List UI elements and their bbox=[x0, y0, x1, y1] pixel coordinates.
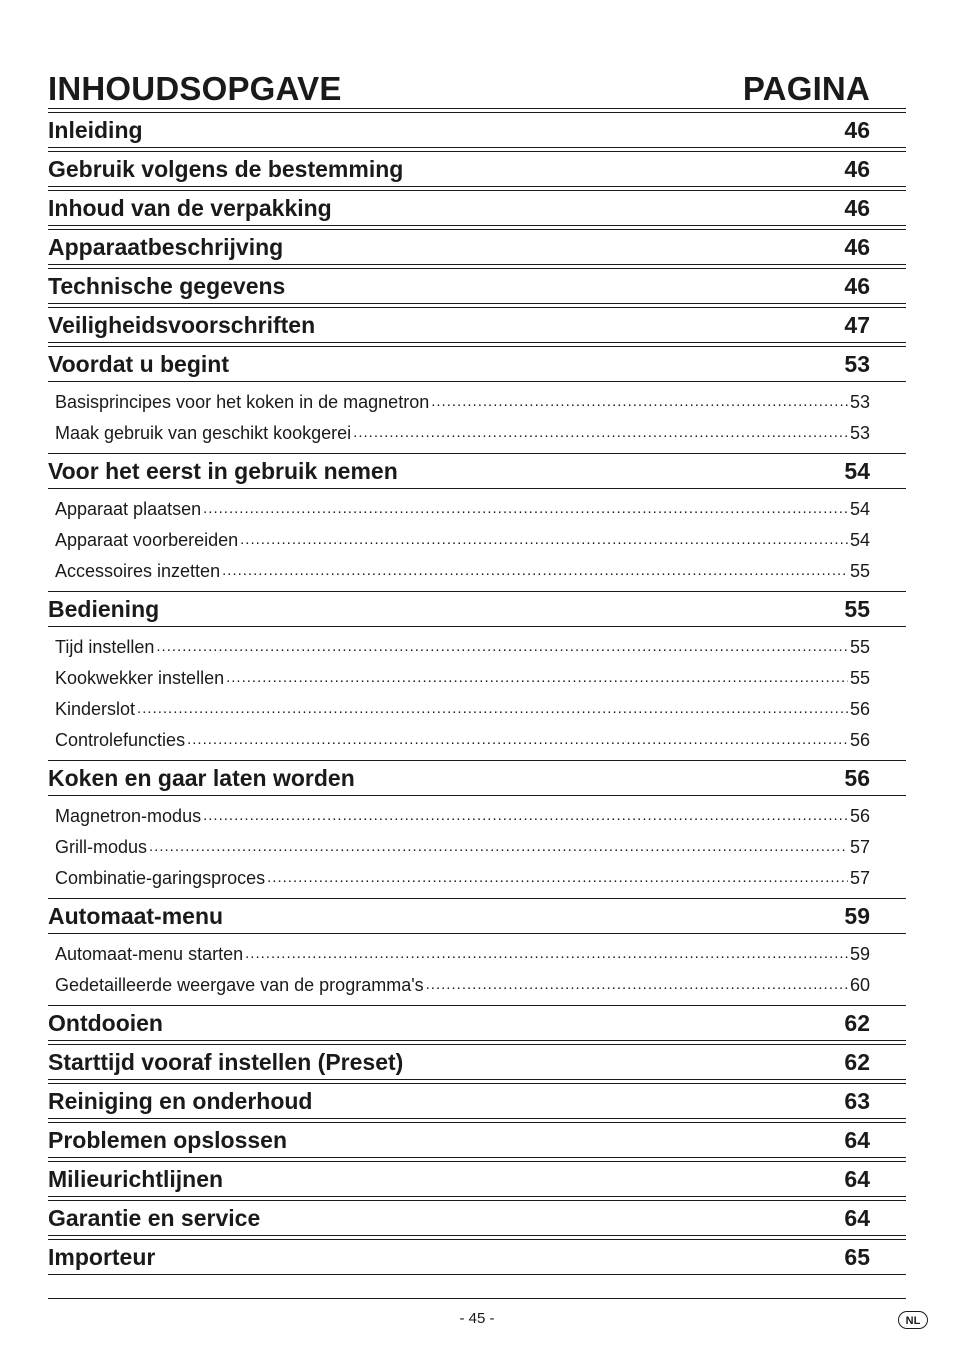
toc-list bbox=[48, 112, 906, 1275]
toc-subsection[interactable] bbox=[48, 658, 906, 689]
subsection-page: 53 bbox=[849, 423, 870, 443]
toc-section[interactable] bbox=[48, 591, 906, 627]
toc-subsection[interactable] bbox=[48, 827, 906, 858]
section-title: Voordat u begint bbox=[48, 351, 230, 377]
dot-leader bbox=[267, 867, 848, 889]
toc-subsection[interactable] bbox=[48, 720, 906, 751]
page-column-label: PAGINA bbox=[742, 70, 870, 107]
subsection-page: 57 bbox=[849, 837, 870, 857]
subsection-title: Apparaat voorbereiden bbox=[55, 530, 239, 550]
toc-section[interactable] bbox=[48, 1239, 906, 1275]
section-title: Veiligheidsvoorschriften bbox=[48, 312, 316, 338]
subsection-page: 59 bbox=[849, 944, 870, 964]
subsection-title: Apparaat plaatsen bbox=[55, 499, 202, 519]
toc-section[interactable] bbox=[48, 346, 906, 382]
section-page: 64 bbox=[844, 1205, 870, 1231]
section-title: Koken en gaar laten worden bbox=[48, 765, 355, 791]
toc-subsection[interactable] bbox=[48, 520, 906, 551]
subsection-title: Maak gebruik van geschikt kookgerei bbox=[55, 423, 352, 443]
subsection-title: Kinderslot bbox=[55, 699, 136, 719]
subsection-list bbox=[48, 382, 906, 450]
dot-leader bbox=[226, 667, 848, 689]
dot-leader bbox=[240, 529, 848, 551]
subsection-title: Combinatie-garingsproces bbox=[55, 868, 266, 888]
toc-header bbox=[48, 64, 906, 109]
toc-section[interactable] bbox=[48, 229, 906, 265]
section-page: 53 bbox=[844, 351, 870, 377]
subsection-page: 57 bbox=[849, 868, 870, 888]
subsection-page: 56 bbox=[849, 806, 870, 826]
toc-subsection[interactable] bbox=[48, 551, 906, 582]
toc-section[interactable] bbox=[48, 898, 906, 934]
toc-section[interactable] bbox=[48, 1044, 906, 1080]
section-title: Gebruik volgens de bestemming bbox=[48, 156, 404, 182]
section-page: 55 bbox=[844, 596, 870, 622]
toc-title: INHOUDSOPGAVE bbox=[48, 70, 342, 107]
section-page: 46 bbox=[844, 156, 870, 182]
section-page: 56 bbox=[844, 765, 870, 791]
dot-leader bbox=[187, 729, 848, 751]
toc-section[interactable] bbox=[48, 1200, 906, 1236]
subsection-page: 54 bbox=[849, 499, 870, 519]
section-title: Reiniging en onderhoud bbox=[48, 1088, 313, 1114]
toc-subsection[interactable] bbox=[48, 965, 906, 996]
toc-section[interactable] bbox=[48, 760, 906, 796]
toc-section[interactable] bbox=[48, 268, 906, 304]
toc-section[interactable] bbox=[48, 1161, 906, 1197]
section-title: Starttijd vooraf instellen (Preset) bbox=[48, 1049, 404, 1075]
section-title: Automaat-menu bbox=[48, 903, 224, 929]
section-page: 46 bbox=[844, 195, 870, 221]
toc-page bbox=[48, 64, 906, 1275]
dot-leader bbox=[203, 805, 848, 827]
toc-subsection[interactable] bbox=[48, 689, 906, 720]
subsection-title: Controlefuncties bbox=[55, 730, 186, 750]
dot-leader bbox=[137, 698, 848, 720]
subsection-list bbox=[48, 796, 906, 895]
subsection-title: Grill-modus bbox=[55, 837, 148, 857]
dot-leader bbox=[431, 391, 848, 413]
subsection-page: 56 bbox=[849, 730, 870, 750]
toc-section[interactable] bbox=[48, 112, 906, 148]
section-page: 46 bbox=[844, 234, 870, 260]
page-number: - 45 - bbox=[459, 1310, 495, 1327]
toc-subsection[interactable] bbox=[48, 413, 906, 444]
subsection-list bbox=[48, 627, 906, 757]
toc-subsection[interactable] bbox=[48, 934, 906, 965]
section-page: 47 bbox=[844, 312, 870, 338]
subsection-title: Basisprincipes voor het koken in de magnetron bbox=[55, 392, 430, 412]
toc-subsection[interactable] bbox=[48, 796, 906, 827]
section-title: Importeur bbox=[48, 1244, 156, 1270]
subsection-page: 53 bbox=[849, 392, 870, 412]
dot-leader bbox=[156, 636, 848, 658]
section-page: 54 bbox=[844, 458, 870, 484]
subsection-page: 55 bbox=[849, 561, 870, 581]
dot-leader bbox=[353, 422, 848, 444]
language-badge: NL bbox=[898, 1311, 928, 1329]
toc-subsection[interactable] bbox=[48, 627, 906, 658]
section-title: Technische gegevens bbox=[48, 273, 286, 299]
section-title: Inleiding bbox=[48, 117, 143, 143]
footer-divider bbox=[48, 1298, 906, 1299]
section-title: Bediening bbox=[48, 596, 160, 622]
subsection-page: 55 bbox=[849, 668, 870, 688]
subsection-list bbox=[48, 489, 906, 588]
subsection-title: Automaat-menu starten bbox=[55, 944, 244, 964]
section-page: 46 bbox=[844, 273, 870, 299]
dot-leader bbox=[222, 560, 848, 582]
dot-leader bbox=[245, 943, 848, 965]
subsection-title: Kookwekker instellen bbox=[55, 668, 225, 688]
section-title: Problemen opslossen bbox=[48, 1127, 288, 1153]
section-title: Apparaatbeschrijving bbox=[48, 234, 284, 260]
toc-section[interactable] bbox=[48, 1083, 906, 1119]
section-page: 46 bbox=[844, 117, 870, 143]
subsection-title: Magnetron-modus bbox=[55, 806, 202, 826]
dot-leader bbox=[203, 498, 848, 520]
toc-section[interactable] bbox=[48, 453, 906, 489]
subsection-page: 56 bbox=[849, 699, 870, 719]
toc-subsection[interactable] bbox=[48, 858, 906, 889]
toc-section[interactable] bbox=[48, 1005, 906, 1041]
subsection-page: 54 bbox=[849, 530, 870, 550]
subsection-page: 60 bbox=[849, 975, 870, 995]
subsection-list bbox=[48, 934, 906, 1002]
toc-subsection[interactable] bbox=[48, 382, 906, 413]
section-page: 62 bbox=[844, 1049, 870, 1075]
toc-section[interactable] bbox=[48, 151, 906, 187]
toc-subsection[interactable] bbox=[48, 489, 906, 520]
section-title: Milieurichtlijnen bbox=[48, 1166, 224, 1192]
section-page: 63 bbox=[844, 1088, 870, 1114]
subsection-page: 55 bbox=[849, 637, 870, 657]
section-page: 64 bbox=[844, 1127, 870, 1153]
section-page: 59 bbox=[844, 903, 870, 929]
section-title: Voor het eerst in gebruik nemen bbox=[48, 458, 398, 484]
dot-leader bbox=[426, 974, 848, 996]
section-title: Garantie en service bbox=[48, 1205, 261, 1231]
subsection-title: Tijd instellen bbox=[55, 637, 155, 657]
section-page: 65 bbox=[844, 1244, 870, 1270]
toc-section[interactable] bbox=[48, 1122, 906, 1158]
section-page: 64 bbox=[844, 1166, 870, 1192]
section-title: Ontdooien bbox=[48, 1010, 163, 1036]
subsection-title: Gedetailleerde weergave van de programma's bbox=[55, 975, 424, 995]
section-page: 62 bbox=[844, 1010, 870, 1036]
section-title: Inhoud van de verpakking bbox=[48, 195, 332, 221]
toc-section[interactable] bbox=[48, 190, 906, 226]
dot-leader bbox=[149, 836, 848, 858]
toc-section[interactable] bbox=[48, 307, 906, 343]
subsection-title: Accessoires inzetten bbox=[55, 561, 221, 581]
